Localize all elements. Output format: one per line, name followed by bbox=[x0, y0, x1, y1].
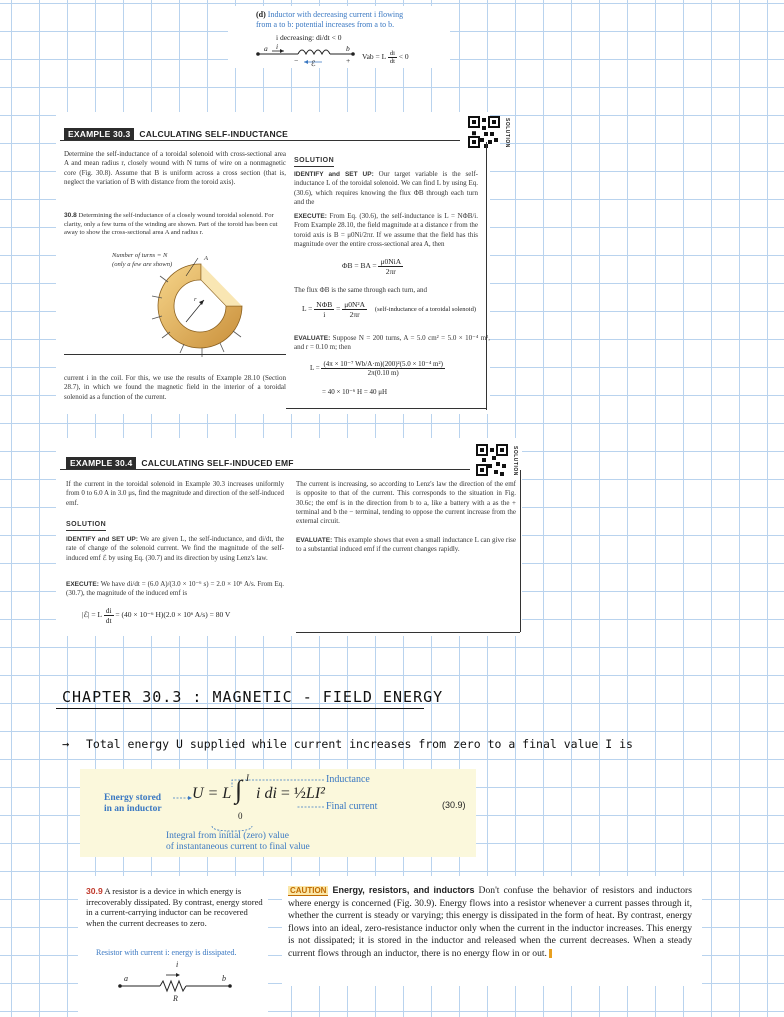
panel-d-label-minus: − bbox=[294, 56, 299, 65]
vab-tail: < 0 bbox=[398, 52, 409, 62]
emf-eq-frac bbox=[104, 606, 114, 625]
eq2-eq: = bbox=[336, 304, 341, 314]
eq2-den1: i bbox=[323, 310, 326, 319]
energy-rhs: LI² bbox=[305, 785, 325, 802]
execute-text: We have di/dt = (6.0 A)/(3.0 × 10⁻⁶ s) = 2.0 × 10⁶ A/s. From Eq. (30.7), the magnitude of the induced emf is bbox=[66, 580, 284, 598]
example-30-3-card bbox=[56, 112, 510, 414]
eq1-num: μ0NiA bbox=[380, 257, 402, 266]
emf-eq-num: di bbox=[105, 606, 112, 615]
turns-label-1: Number of turns = N bbox=[112, 252, 168, 259]
panel-d-label-a: a bbox=[264, 44, 268, 53]
example-30-4-identify bbox=[66, 535, 284, 563]
equation-L-numeric bbox=[310, 360, 445, 377]
panel-d-vab bbox=[362, 50, 409, 65]
example-30-3-intro: Determine the self-inductance of a toroidal solenoid with cross-sectional area A and mean radius r, closely wound with N turns of wire on a nonmagnetic core (Fig. 30.8). Assume that B is uniform across a cross section (that is, neglect the variation of B with distance from the toroid axis). bbox=[64, 150, 286, 186]
example-30-3-identify bbox=[294, 170, 478, 207]
panel-d-caption-line2: from a to b: potential increases from a to b. bbox=[256, 20, 395, 29]
panel-d-caption bbox=[256, 10, 403, 30]
equation-number: (30.9) bbox=[442, 800, 466, 810]
equation-emf bbox=[82, 606, 230, 625]
resistor-label-b: b bbox=[222, 974, 226, 983]
example-30-4-bottom-rule bbox=[296, 632, 520, 633]
text-cursor-marker bbox=[549, 949, 552, 958]
energy-stored-line2: in an inductor bbox=[104, 804, 162, 814]
qr-solution-label: SOLUTION bbox=[504, 118, 510, 148]
eq2-num1: NΦB bbox=[316, 300, 333, 309]
example-30-4-card bbox=[56, 438, 522, 636]
caution-text-block bbox=[288, 884, 692, 961]
qr-code-icon[interactable] bbox=[476, 444, 508, 476]
execute-keyword: EXECUTE: bbox=[294, 213, 327, 220]
example-30-3-tag: EXAMPLE 30.3 bbox=[64, 128, 134, 140]
example-30-3-header bbox=[64, 127, 288, 141]
eq3-num: (4π × 10⁻⁷ Wb/A·m)(200)²(5.0 × 10⁻⁴ m²) bbox=[323, 360, 443, 368]
integral-lower-limit: 0 bbox=[238, 811, 243, 821]
caution-text: Don't confuse the behavior of resistors and inductors where energy is concerned (Fig. 30.9). Energy flows into a resistor whenever a current passes through it, whether the current is steady or varying; this energy is dissipated in the form of heat. By contrast, energy flows into an ideal, zero-resistance inductor only when the current in the inductor increases. This energy is not dissipated; it is stored in the inductor and released when the current decreases. When a steady current flows through an inductor, there is no energy flow in or out. bbox=[288, 885, 692, 959]
eq3-den: 2π(0.10 m) bbox=[367, 369, 399, 377]
eq1-den: 2πr bbox=[385, 267, 396, 276]
example-30-3-evaluate bbox=[294, 334, 490, 353]
emf-eq-lhs: |ℰ| = L bbox=[82, 610, 102, 620]
example-30-4-solution bbox=[66, 520, 284, 531]
energy-lhs: U = L bbox=[192, 785, 232, 802]
turns-label-2: (only a few are shown) bbox=[112, 260, 173, 268]
eq3-frac bbox=[321, 360, 444, 377]
evaluate-keyword: EVALUATE: bbox=[294, 335, 331, 342]
example-30-3-title: CALCULATING SELF-INDUCTANCE bbox=[139, 129, 289, 139]
vab-fraction bbox=[388, 50, 397, 65]
equation-L-result: = 40 × 10⁻⁶ H = 40 μH bbox=[322, 388, 388, 396]
resistor-label-R: R bbox=[173, 994, 178, 1003]
example-30-3-vrule bbox=[486, 142, 487, 410]
caution-title: Energy, resistors, and inductors bbox=[332, 885, 475, 895]
toroid-label-A: A bbox=[204, 255, 209, 262]
equation-flux bbox=[342, 257, 403, 276]
eq1-frac bbox=[378, 257, 403, 276]
note-line: Total energy U supplied while current increases from zero to a final value I is bbox=[86, 737, 633, 751]
evaluate-text: Suppose N = 200 turns, A = 5.0 cm² = 5.0 × 10⁻⁴ m², and r = 0.10 m; then bbox=[294, 334, 490, 352]
energy-half: ½ bbox=[293, 785, 306, 802]
flux-line: The flux ΦB is the same through each turn, and bbox=[294, 286, 428, 294]
panel-d-label-b: b bbox=[346, 44, 350, 53]
evaluate-text: This example shows that even a small inductance L can give rise to a substantial induced emf if the current changes rapidly. bbox=[296, 536, 516, 554]
equation-self-inductance bbox=[302, 300, 476, 319]
solution-label: SOLUTION bbox=[294, 156, 334, 167]
example-30-3-bottom-rule bbox=[286, 408, 486, 409]
energy-equation-rhs bbox=[256, 785, 325, 803]
energy-stored-line1: Energy stored bbox=[104, 793, 162, 803]
panel-d-caption-line1: Inductor with decreasing current i flowing bbox=[267, 10, 404, 19]
chapter-heading: CHAPTER 30.3 : MAGNETIC - FIELD ENERGY bbox=[62, 688, 444, 706]
caution-tag: CAUTION bbox=[290, 886, 327, 895]
bullet-arrow: → bbox=[62, 737, 70, 751]
chapter-heading-underline bbox=[56, 708, 424, 709]
example-30-4-execute bbox=[66, 580, 284, 599]
resistor-label-a: a bbox=[124, 974, 128, 983]
example-30-3-execute bbox=[294, 212, 478, 249]
eq2-den2: 2πr bbox=[349, 310, 360, 319]
identify-keyword: IDENTIFY and SET UP: bbox=[294, 171, 374, 178]
example-30-3-solution-block bbox=[294, 156, 474, 167]
vab-num: di bbox=[389, 50, 395, 57]
solution-label: SOLUTION bbox=[66, 520, 106, 531]
integral-note-line2: of instantaneous current to final value bbox=[166, 842, 310, 852]
figure-panel-d bbox=[228, 6, 450, 68]
fig-30-8-rule bbox=[64, 354, 286, 355]
final-current-label: Final current bbox=[326, 801, 378, 812]
resistor-label-i: i bbox=[176, 960, 179, 969]
vab-text: Vab = L bbox=[362, 52, 386, 62]
panel-d-label-plus: + bbox=[346, 56, 351, 65]
energy-equation bbox=[192, 785, 231, 803]
example-30-4-vrule bbox=[520, 470, 521, 632]
eq2-frac1 bbox=[314, 300, 334, 319]
caution-box bbox=[282, 876, 702, 986]
example-30-4-tag: EXAMPLE 30.4 bbox=[66, 457, 136, 469]
execute-keyword: EXECUTE: bbox=[66, 581, 99, 588]
identify-keyword: IDENTIFY and SET UP: bbox=[66, 536, 138, 543]
energy-eq-sign: = bbox=[280, 785, 290, 802]
qr-code-icon[interactable] bbox=[468, 116, 500, 148]
example-30-4-title: CALCULATING SELF-INDUCED EMF bbox=[141, 458, 294, 468]
integral-note-line1: Integral from initial (zero) value bbox=[166, 831, 289, 841]
example-30-3-left-bottom: current i in the coil. For this, we use the results of Example 28.10 (Section 28.7), in which we found the magnetic field in the interior of a toroidal solenoid as a function of the current. bbox=[64, 374, 286, 401]
fig-30-9-caption bbox=[86, 886, 266, 928]
fig-30-8-caption bbox=[64, 212, 286, 238]
fig-30-9-card bbox=[78, 876, 268, 1017]
example-30-4-intro: If the current in the toroidal solenoid in Example 30.3 increases uniformly from 0 to 6.0 A in 3.0 μs, find the magnitude and direction of the self-induced emf. bbox=[66, 480, 284, 507]
example-30-4-right-top: The current is increasing, so according to Lenz's law the direction of the emf is opposite to that of the current. This corresponds to the situation in Fig. 30.6c; the emf is in the direction from b to a, like a battery with a as the + terminal and b the − terminal, tending to oppose the current increase from the external circuit. bbox=[296, 480, 516, 526]
fig-30-9-subcaption: Resistor with current i: energy is dissipated. bbox=[96, 948, 237, 957]
example-30-4-evaluate bbox=[296, 536, 516, 555]
eq2-num2: μ0N²A bbox=[344, 300, 366, 309]
eq1-lhs: ΦB = BA = bbox=[342, 261, 377, 271]
evaluate-keyword: EVALUATE: bbox=[296, 537, 333, 544]
integral-note bbox=[166, 831, 310, 853]
fig-30-8-number: 30.8 bbox=[64, 212, 77, 219]
qr-solution-label: SOLUTION bbox=[512, 446, 518, 476]
fig-30-9-number: 30.9 bbox=[86, 886, 103, 896]
toroid-label-r: r bbox=[194, 296, 197, 303]
emf-eq-rhs: = (40 × 10⁻⁶ H)(2.0 × 10⁶ A/s) = 80 V bbox=[115, 610, 231, 620]
eq3-lhs: L = bbox=[310, 364, 320, 373]
identify-text: We are given L, the self-inductance, and di/dt, the rate of change of the solenoid current. We find the magnitude of the self-induced emf ℰ by using Eq. (30.7) and its direction by using Lenz's law. bbox=[66, 535, 285, 562]
energy-equation-box bbox=[80, 769, 476, 857]
emf-eq-den: dt bbox=[105, 616, 112, 625]
panel-d-tag: (d) bbox=[256, 10, 266, 19]
fig-30-8-caption-text: Determining the self-inductance of a closely wound toroidal solenoid. For clarity, only a few turns of the winding are shown. Part of the toroid has been cut away to show the cross-sectional area A and radius r. bbox=[64, 212, 278, 237]
inductor-circuit-diagram bbox=[228, 42, 450, 68]
inductance-label: Inductance bbox=[326, 774, 370, 785]
identify-text: Our target variable is the self-inductance L of the toroidal solenoid. We can find L by using Eq. (30.6), which requires knowing the flux ΦB through each turn and the bbox=[294, 170, 478, 206]
eq2-lhs: L = bbox=[302, 304, 313, 314]
example-30-4-header bbox=[66, 456, 294, 470]
fig-30-9-caption-text: A resistor is a device in which energy is irrecoverably dissipated. By contrast, energy stored in a current-carrying inductor can be recovered when the current decreases to zero. bbox=[86, 886, 263, 928]
toroid-diagram bbox=[146, 252, 256, 357]
panel-d-condition: i decreasing: di/dt < 0 bbox=[276, 33, 342, 42]
integrand: i di bbox=[256, 785, 277, 802]
panel-d-label-emf: ℰ bbox=[311, 59, 316, 68]
execute-text: From Eq. (30.6), the self-inductance is L = NΦB/i. From Example 28.10, the field magnitude at a distance r from the toroid axis is B = μ0Ni/2πr. If we assume that the field has this magnitude over the entire cross-sectional area A, then bbox=[294, 212, 478, 248]
integral-upper-limit: I bbox=[246, 773, 249, 783]
integral-sign: ∫ bbox=[235, 775, 243, 804]
eq2-note: (self-inductance of a toroidal solenoid) bbox=[374, 306, 476, 314]
vab-den: dt bbox=[389, 58, 395, 65]
panel-d-label-i: i bbox=[276, 42, 279, 51]
eq2-frac2 bbox=[342, 300, 367, 319]
